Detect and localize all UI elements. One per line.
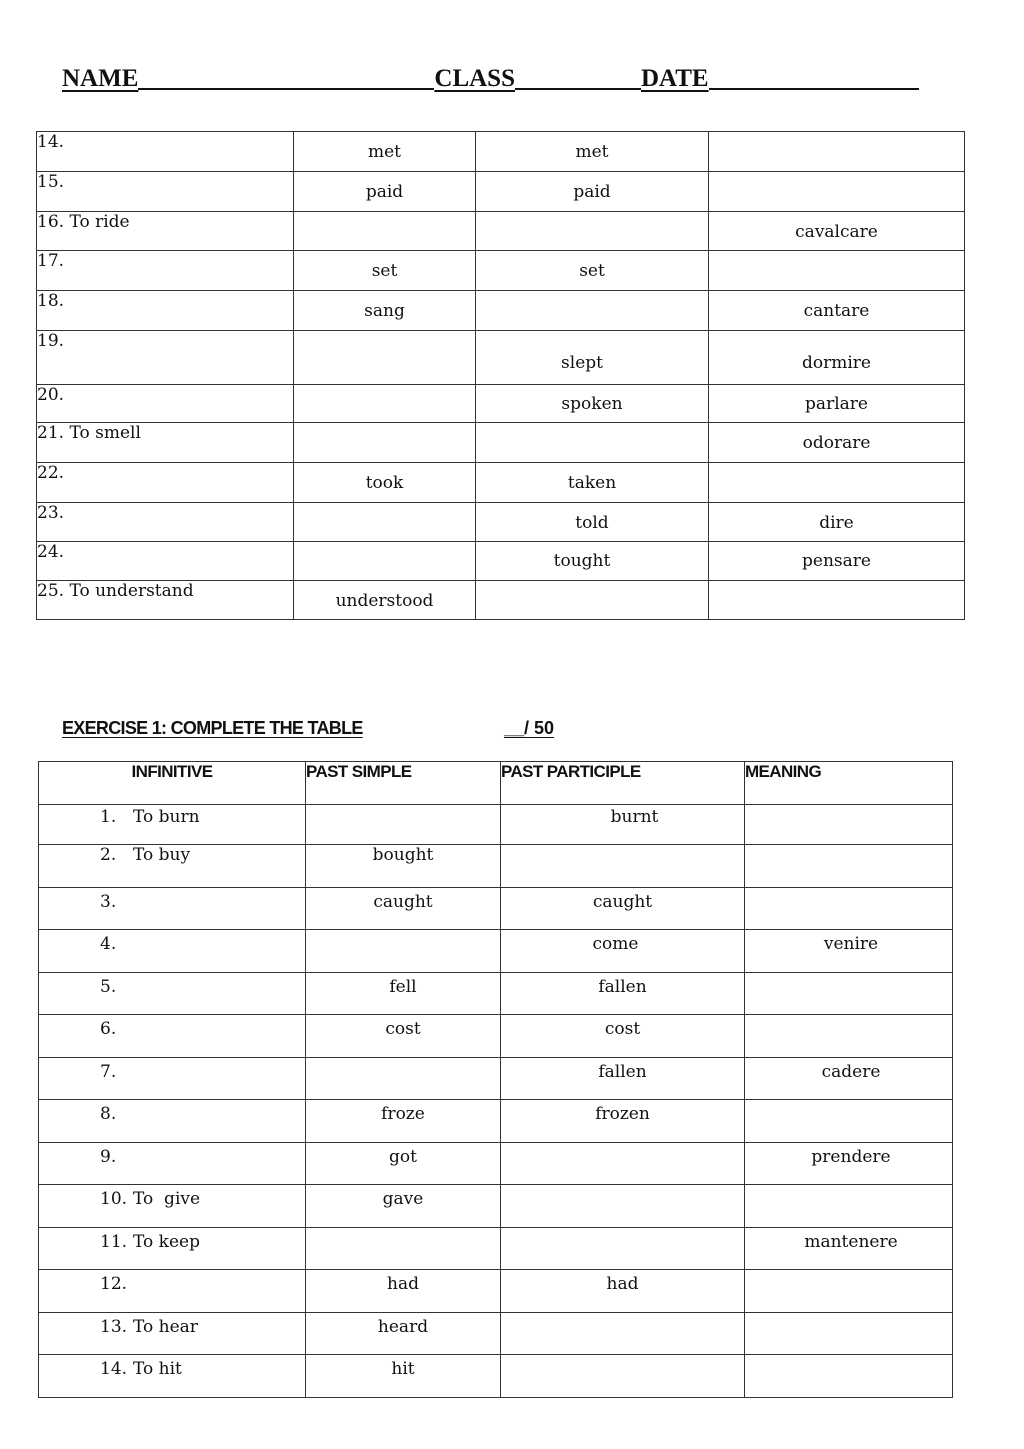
past-participle-cell[interactable] bbox=[501, 1355, 745, 1398]
past-simple-cell[interactable] bbox=[306, 1100, 501, 1143]
infinitive-text: 19. bbox=[37, 331, 65, 351]
meaning-cell[interactable] bbox=[745, 972, 953, 1015]
past-simple-text: met bbox=[367, 142, 401, 162]
infinitive-cell[interactable] bbox=[37, 463, 294, 503]
meaning-cell[interactable] bbox=[745, 1185, 953, 1228]
infinitive-cell[interactable] bbox=[37, 291, 294, 331]
table-row bbox=[37, 251, 965, 291]
meaning-cell[interactable] bbox=[745, 1142, 953, 1185]
meaning-cell[interactable] bbox=[709, 581, 965, 620]
past-participle-text: cost bbox=[604, 1019, 641, 1039]
table-row bbox=[39, 845, 953, 888]
infinitive-text: 25. To understand bbox=[37, 581, 194, 601]
meaning-cell[interactable] bbox=[709, 503, 965, 542]
meaning-text: venire bbox=[823, 934, 879, 954]
meaning-cell[interactable] bbox=[709, 463, 965, 503]
past-simple-text: set bbox=[371, 261, 398, 281]
table-row bbox=[39, 1015, 953, 1058]
infinitive-cell[interactable] bbox=[39, 1142, 306, 1185]
meaning-text: cantare bbox=[803, 301, 870, 321]
table-row bbox=[37, 212, 965, 251]
item-number: 8. bbox=[100, 1104, 117, 1124]
past-simple-cell[interactable] bbox=[306, 1312, 501, 1355]
table-row bbox=[37, 463, 965, 503]
past-simple-cell[interactable] bbox=[306, 1355, 501, 1398]
past-simple-header: PAST SIMPLE bbox=[306, 762, 501, 805]
table-row bbox=[39, 1142, 953, 1185]
infinitive-cell[interactable] bbox=[39, 887, 306, 930]
meaning-text: cadere bbox=[821, 1061, 881, 1082]
table-row bbox=[39, 887, 953, 930]
past-simple-text: paid bbox=[365, 182, 404, 202]
past-simple-cell[interactable] bbox=[294, 132, 476, 172]
infinitive-text: 20. bbox=[37, 385, 65, 405]
infinitive-cell[interactable] bbox=[39, 1057, 306, 1100]
meaning-cell[interactable] bbox=[745, 805, 953, 845]
past-simple-text: had bbox=[387, 1274, 419, 1294]
past-simple-cell[interactable] bbox=[294, 463, 476, 503]
item-number: 5. bbox=[100, 976, 117, 997]
past-participle-cell[interactable] bbox=[501, 1100, 745, 1143]
past-simple-text: cost bbox=[385, 1019, 421, 1039]
past-participle-text: fallen bbox=[598, 1061, 647, 1082]
exercise-table bbox=[38, 761, 953, 1398]
past-simple-cell[interactable] bbox=[306, 972, 501, 1015]
infinitive-cell[interactable] bbox=[39, 930, 306, 973]
item-number: 11. bbox=[100, 1231, 128, 1252]
table-header-row bbox=[39, 762, 953, 805]
past-participle-cell[interactable] bbox=[501, 972, 745, 1015]
infinitive-cell[interactable] bbox=[37, 212, 294, 251]
infinitive-text: To hit bbox=[133, 1359, 182, 1379]
table-row bbox=[37, 542, 965, 581]
past-simple-text: sang bbox=[364, 301, 405, 321]
past-simple-cell[interactable] bbox=[294, 423, 476, 463]
meaning-cell[interactable] bbox=[745, 1312, 953, 1355]
meaning-cell[interactable] bbox=[709, 172, 965, 212]
infinitive-cell[interactable] bbox=[39, 1227, 306, 1270]
past-participle-text: met bbox=[575, 142, 609, 162]
infinitive-text: 15. bbox=[37, 172, 65, 192]
past-simple-text: gave bbox=[382, 1189, 424, 1209]
item-number: 10. bbox=[100, 1189, 128, 1209]
infinitive-text: 14. bbox=[37, 132, 65, 152]
past-simple-cell[interactable] bbox=[306, 887, 501, 930]
table-row bbox=[39, 1270, 953, 1313]
past-participle-cell[interactable] bbox=[476, 542, 709, 581]
past-participle-text: spoken bbox=[561, 394, 623, 414]
past-simple-cell[interactable] bbox=[294, 331, 476, 385]
past-participle-cell[interactable] bbox=[476, 385, 709, 423]
meaning-cell[interactable] bbox=[709, 251, 965, 291]
past-simple-cell[interactable] bbox=[306, 1057, 501, 1100]
table-row bbox=[39, 1100, 953, 1143]
meaning-cell[interactable] bbox=[745, 930, 953, 973]
class-label: CLASS bbox=[434, 65, 515, 92]
infinitive-text: 17. bbox=[37, 251, 65, 271]
table-row bbox=[39, 805, 953, 845]
past-participle-text: had bbox=[606, 1274, 639, 1294]
class-blank[interactable] bbox=[515, 62, 641, 90]
infinitive-cell[interactable] bbox=[39, 1270, 306, 1313]
item-number: 4. bbox=[100, 934, 117, 954]
past-participle-text: fallen bbox=[598, 976, 647, 997]
infinitive-cell[interactable] bbox=[37, 251, 294, 291]
past-participle-text: slept bbox=[561, 353, 603, 373]
past-participle-text: burnt bbox=[610, 807, 659, 827]
past-simple-cell[interactable] bbox=[306, 1015, 501, 1058]
item-number: 13. bbox=[100, 1316, 128, 1337]
table-row bbox=[39, 1227, 953, 1270]
date-blank[interactable] bbox=[709, 62, 919, 90]
infinitive-header: INFINITIVE bbox=[39, 762, 306, 805]
infinitive-text: 18. bbox=[37, 291, 65, 311]
table-row bbox=[37, 423, 965, 463]
past-participle-cell[interactable] bbox=[476, 132, 709, 172]
infinitive-cell[interactable] bbox=[37, 581, 294, 620]
item-number: 14. bbox=[100, 1359, 128, 1379]
past-simple-text: froze bbox=[381, 1104, 425, 1124]
past-participle-cell[interactable] bbox=[476, 291, 709, 331]
meaning-cell[interactable] bbox=[745, 1270, 953, 1313]
meaning-text: parlare bbox=[805, 394, 868, 414]
past-participle-text: tought bbox=[553, 551, 611, 571]
item-number: 7. bbox=[100, 1061, 117, 1082]
meaning-cell[interactable] bbox=[709, 385, 965, 423]
past-participle-cell[interactable] bbox=[501, 887, 745, 930]
past-participle-text: come bbox=[592, 934, 639, 954]
past-simple-text: hit bbox=[391, 1359, 415, 1379]
past-simple-text: got bbox=[389, 1146, 417, 1167]
table-row bbox=[39, 1057, 953, 1100]
meaning-cell[interactable] bbox=[745, 1100, 953, 1143]
past-participle-cell[interactable] bbox=[501, 1227, 745, 1270]
meaning-text: dormire bbox=[802, 353, 871, 373]
meaning-cell[interactable] bbox=[745, 1015, 953, 1058]
past-participle-cell[interactable] bbox=[476, 423, 709, 463]
infinitive-cell[interactable] bbox=[37, 423, 294, 463]
past-participle-cell[interactable] bbox=[501, 1185, 745, 1228]
infinitive-cell[interactable] bbox=[39, 1185, 306, 1228]
table-row bbox=[37, 385, 965, 423]
past-simple-text: caught bbox=[373, 891, 433, 912]
meaning-cell[interactable] bbox=[745, 1227, 953, 1270]
verbs-table-continued bbox=[36, 131, 965, 620]
past-simple-cell[interactable] bbox=[294, 172, 476, 212]
meaning-text: mantenere bbox=[804, 1231, 898, 1252]
item-number: 9. bbox=[100, 1146, 117, 1167]
infinitive-cell[interactable] bbox=[39, 1355, 306, 1398]
past-participle-cell[interactable] bbox=[501, 1312, 745, 1355]
past-participle-cell[interactable] bbox=[476, 463, 709, 503]
past-simple-text: fell bbox=[389, 976, 417, 997]
meaning-text: cavalcare bbox=[795, 222, 878, 242]
exercise-title: EXERCISE 1: COMPLETE THE TABLE bbox=[62, 718, 363, 738]
infinitive-cell[interactable] bbox=[39, 1312, 306, 1355]
infinitive-cell[interactable] bbox=[37, 542, 294, 581]
table-row bbox=[37, 503, 965, 542]
past-participle-cell[interactable] bbox=[501, 1270, 745, 1313]
meaning-text: pensare bbox=[802, 551, 871, 571]
exercise-score: __/ 50 bbox=[504, 718, 555, 738]
infinitive-text: To burn bbox=[133, 807, 200, 827]
past-simple-cell[interactable] bbox=[306, 845, 501, 888]
date-label: DATE bbox=[640, 65, 709, 92]
past-simple-cell[interactable] bbox=[294, 291, 476, 331]
infinitive-cell[interactable] bbox=[39, 1015, 306, 1058]
table-row bbox=[39, 1312, 953, 1355]
infinitive-cell[interactable] bbox=[37, 132, 294, 172]
past-participle-header: PAST PARTICIPLE bbox=[501, 762, 745, 805]
meaning-cell[interactable] bbox=[709, 212, 965, 251]
past-participle-cell[interactable] bbox=[476, 331, 709, 385]
meaning-cell[interactable] bbox=[709, 331, 965, 385]
meaning-cell[interactable] bbox=[709, 423, 965, 463]
past-simple-cell[interactable] bbox=[306, 1142, 501, 1185]
infinitive-cell[interactable] bbox=[37, 385, 294, 423]
item-number: 2. bbox=[100, 845, 117, 865]
infinitive-text: 24. bbox=[37, 542, 65, 562]
infinitive-cell[interactable] bbox=[37, 503, 294, 542]
past-simple-text: understood bbox=[335, 591, 434, 611]
past-participle-cell[interactable] bbox=[501, 845, 745, 888]
meaning-cell[interactable] bbox=[745, 887, 953, 930]
item-number: 6. bbox=[100, 1019, 117, 1039]
meaning-header: MEANING bbox=[745, 762, 953, 805]
past-participle-cell[interactable] bbox=[476, 503, 709, 542]
infinitive-text: To buy bbox=[133, 845, 191, 865]
infinitive-cell[interactable] bbox=[37, 331, 294, 385]
infinitive-text: 23. bbox=[37, 503, 65, 523]
past-participle-cell[interactable] bbox=[476, 212, 709, 251]
past-participle-cell[interactable] bbox=[501, 1015, 745, 1058]
item-number: 1. bbox=[100, 807, 117, 827]
infinitive-cell[interactable] bbox=[39, 805, 306, 845]
infinitive-cell[interactable] bbox=[37, 172, 294, 212]
past-participle-cell[interactable] bbox=[501, 930, 745, 973]
infinitive-cell[interactable] bbox=[39, 1100, 306, 1143]
past-participle-cell[interactable] bbox=[476, 581, 709, 620]
meaning-text: odorare bbox=[802, 433, 871, 453]
past-participle-cell[interactable] bbox=[501, 1057, 745, 1100]
meaning-cell[interactable] bbox=[745, 845, 953, 888]
past-participle-text: frozen bbox=[595, 1104, 650, 1124]
table-row bbox=[37, 291, 965, 331]
item-number: 3. bbox=[100, 891, 117, 912]
past-participle-cell[interactable] bbox=[501, 805, 745, 845]
past-participle-cell[interactable] bbox=[476, 251, 709, 291]
past-simple-cell[interactable] bbox=[306, 1227, 501, 1270]
past-simple-cell[interactable] bbox=[294, 251, 476, 291]
past-participle-cell[interactable] bbox=[501, 1142, 745, 1185]
past-participle-text: paid bbox=[573, 182, 611, 202]
table-row bbox=[39, 1355, 953, 1398]
past-simple-text: heard bbox=[377, 1316, 429, 1337]
table-row bbox=[39, 1185, 953, 1228]
infinitive-text: To keep bbox=[133, 1231, 200, 1252]
past-simple-cell[interactable] bbox=[306, 1270, 501, 1313]
name-label: NAME bbox=[62, 65, 139, 92]
past-simple-text: took bbox=[365, 473, 404, 493]
past-simple-text: bought bbox=[372, 845, 434, 865]
table-row bbox=[37, 331, 965, 385]
past-simple-cell[interactable] bbox=[306, 805, 501, 845]
table-row bbox=[37, 581, 965, 620]
infinitive-text: 21. To smell bbox=[37, 423, 141, 443]
meaning-text: dire bbox=[819, 513, 854, 533]
table-row bbox=[39, 972, 953, 1015]
past-simple-cell[interactable] bbox=[294, 503, 476, 542]
infinitive-cell[interactable] bbox=[39, 972, 306, 1015]
infinitive-text: To hear bbox=[133, 1316, 198, 1337]
past-simple-cell[interactable] bbox=[306, 1185, 501, 1228]
past-participle-text: told bbox=[575, 513, 609, 533]
name-blank[interactable] bbox=[138, 62, 434, 90]
infinitive-text: To give bbox=[133, 1189, 201, 1209]
past-participle-text: taken bbox=[567, 473, 617, 493]
past-simple-cell[interactable] bbox=[294, 581, 476, 620]
past-simple-cell[interactable] bbox=[294, 542, 476, 581]
meaning-cell[interactable] bbox=[745, 1355, 953, 1398]
table-row bbox=[37, 132, 965, 172]
past-participle-text: caught bbox=[592, 891, 653, 912]
past-simple-cell[interactable] bbox=[294, 385, 476, 423]
infinitive-text: 22. bbox=[37, 463, 65, 483]
meaning-cell[interactable] bbox=[745, 1057, 953, 1100]
meaning-cell[interactable] bbox=[709, 132, 965, 172]
infinitive-cell[interactable] bbox=[39, 845, 306, 888]
item-number: 12. bbox=[100, 1274, 128, 1294]
infinitive-text: 16. To ride bbox=[37, 212, 130, 232]
meaning-cell[interactable] bbox=[709, 542, 965, 581]
past-participle-cell[interactable] bbox=[476, 172, 709, 212]
meaning-cell[interactable] bbox=[709, 291, 965, 331]
meaning-text: prendere bbox=[811, 1146, 891, 1167]
table-row bbox=[39, 930, 953, 973]
past-simple-cell[interactable] bbox=[306, 930, 501, 973]
past-participle-text: set bbox=[579, 261, 605, 281]
past-simple-cell[interactable] bbox=[294, 212, 476, 251]
student-info-header bbox=[62, 60, 942, 94]
table-row bbox=[37, 172, 965, 212]
